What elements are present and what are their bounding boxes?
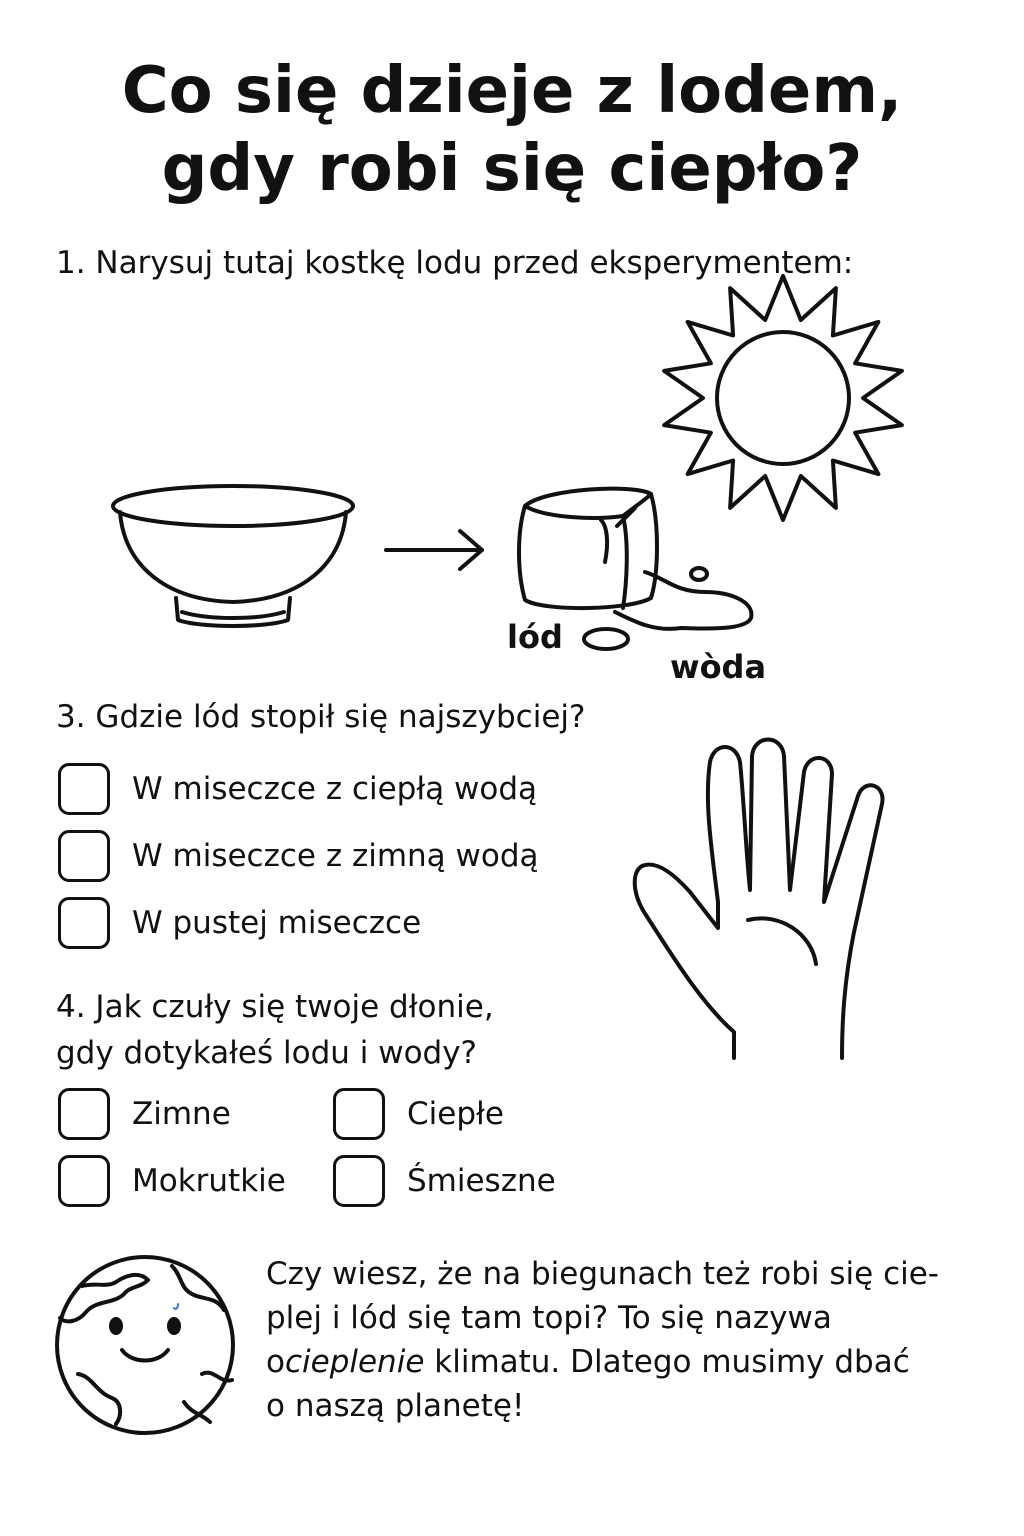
fact-line-3-end: klimatu. Dlatego musimy dbać — [424, 1344, 910, 1380]
fact-emphasis: cieplenie — [284, 1344, 425, 1380]
checkbox[interactable] — [58, 897, 110, 949]
water-label: wòda — [670, 648, 767, 686]
fact-line-3-start: o — [266, 1344, 285, 1380]
option-label: W pustej miseczce — [132, 905, 422, 941]
fact-line-3 — [266, 1340, 939, 1384]
climate-fact — [266, 1252, 939, 1428]
checkbox[interactable] — [58, 830, 110, 882]
option-cold-water[interactable] — [58, 830, 539, 882]
title-line-2: gdy robi się ciepło? — [161, 132, 863, 206]
question-4-line-1: 4. Jak czuły się twoje dłonie, — [56, 989, 494, 1025]
fact-line-1: Czy wiesz, że na biegunach też robi się cie- — [266, 1256, 939, 1292]
sun-icon — [650, 290, 910, 510]
checkbox[interactable] — [58, 1155, 110, 1207]
option-warm[interactable] — [333, 1088, 504, 1140]
option-cold[interactable] — [58, 1088, 231, 1140]
option-label: Śmieszne — [407, 1163, 556, 1199]
checkbox[interactable] — [333, 1088, 385, 1140]
page-title — [0, 52, 1024, 208]
title-line-1: Co się dzieje z lodem, — [121, 54, 903, 128]
bowl-icon — [108, 482, 358, 634]
option-label: Mokrutkie — [132, 1163, 286, 1199]
question-4-line-2: gdy dotykałeś lodu i wody? — [56, 1035, 478, 1071]
checkbox[interactable] — [58, 763, 110, 815]
checkbox[interactable] — [333, 1155, 385, 1207]
puddle-icon — [578, 622, 648, 658]
hand-icon — [630, 732, 930, 1064]
option-funny[interactable] — [333, 1155, 556, 1207]
question-1: 1. Narysuj tutaj kostkę lodu przed eksperymentem: — [56, 245, 854, 281]
ice-label: lód — [507, 618, 563, 656]
question-4 — [56, 984, 494, 1076]
question-3: 3. Gdzie lód stopił się najszybciej? — [56, 699, 586, 735]
option-label: W miseczce z ciepłą wodą — [132, 771, 538, 807]
option-label: Ciepłe — [407, 1096, 504, 1132]
earth-icon — [52, 1252, 238, 1438]
option-label: W miseczce z zimną wodą — [132, 838, 539, 874]
option-warm-water[interactable] — [58, 763, 537, 815]
option-label: Zimne — [132, 1096, 231, 1132]
fact-line-4: o naszą planetę! — [266, 1388, 525, 1424]
arrow-right-icon — [382, 525, 492, 575]
fact-line-2: plej i lód się tam topi? To się nazywa — [266, 1300, 832, 1336]
option-empty-bowl[interactable] — [58, 897, 421, 949]
option-wet[interactable] — [58, 1155, 286, 1207]
checkbox[interactable] — [58, 1088, 110, 1140]
